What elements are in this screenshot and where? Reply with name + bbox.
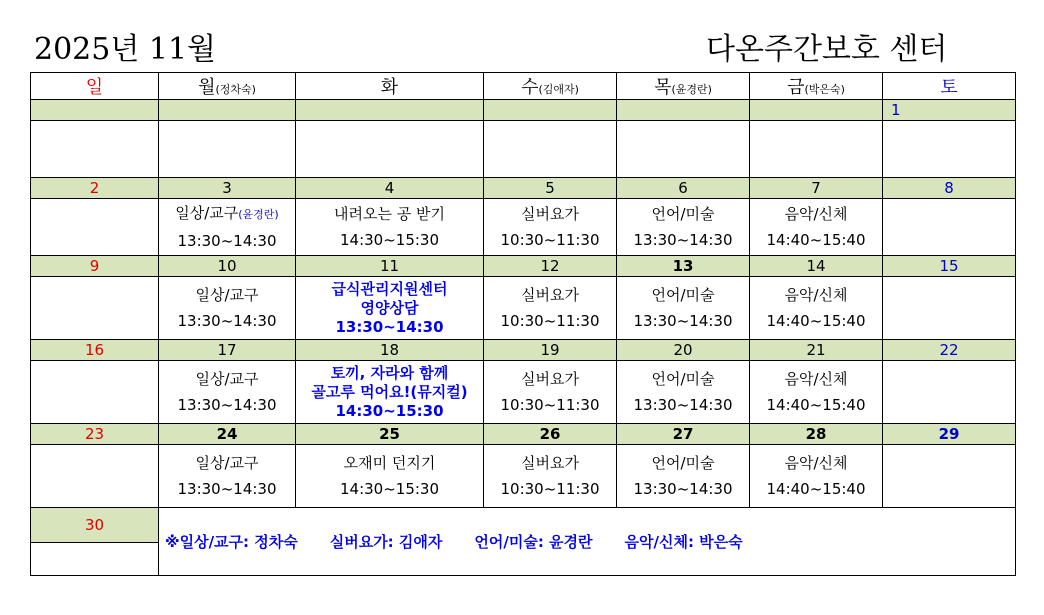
activity-cell: [617, 121, 750, 178]
activity-cell: [883, 121, 1016, 178]
activity-cell: [31, 121, 159, 178]
activity-cell: [31, 277, 159, 340]
activity-row: [31, 121, 1016, 178]
date-cell: 21: [750, 340, 883, 361]
date-cell: [617, 100, 750, 121]
date-cell: 5: [484, 178, 617, 199]
activity-cell: [883, 199, 1016, 256]
date-cell: 16: [31, 340, 159, 361]
date-cell: 28: [750, 424, 883, 445]
date-cell: 25: [296, 424, 484, 445]
activity-cell: 언어/미술 13:30~14:30: [617, 445, 750, 508]
date-cell: 3: [159, 178, 296, 199]
date-cell: 13: [617, 256, 750, 277]
date-cell: 1: [883, 100, 1016, 121]
activity-cell: [31, 361, 159, 424]
date-cell: 2: [31, 178, 159, 199]
weekday-thu: 목(윤경란): [617, 73, 750, 100]
weekday-header-row: [31, 73, 1016, 100]
activity-cell: 토끼, 자라와 함께 골고루 먹어요!(뮤지컬) 14:30~15:30: [296, 361, 484, 424]
center-name: 다온주간보호 센터: [706, 32, 948, 67]
date-cell: [750, 100, 883, 121]
weekday-tue: 화: [296, 73, 484, 100]
date-row: [31, 178, 1016, 199]
date-cell: 6: [617, 178, 750, 199]
date-cell: 29: [883, 424, 1016, 445]
activity-cell: 급식관리지원센터 영양상담 13:30~14:30: [296, 277, 484, 340]
date-cell: 9: [31, 256, 159, 277]
activity-cell: 음악/신체 14:40~15:40: [750, 199, 883, 256]
activity-cell: [484, 121, 617, 178]
date-cell: 23: [31, 424, 159, 445]
date-cell: 10: [159, 256, 296, 277]
date-cell: 7: [750, 178, 883, 199]
date-cell: 12: [484, 256, 617, 277]
activity-cell: 일상/교구 13:30~14:30: [159, 277, 296, 340]
activity-cell: [883, 445, 1016, 508]
date-cell: 22: [883, 340, 1016, 361]
date-row: [31, 100, 1016, 121]
date-cell: [31, 100, 159, 121]
activity-cell: [31, 199, 159, 256]
weekday-fri: 금(박은숙): [750, 73, 883, 100]
activity-cell: [883, 277, 1016, 340]
date-cell: 4: [296, 178, 484, 199]
weekday-sun: 일: [31, 73, 159, 100]
date-cell: 26: [484, 424, 617, 445]
activity-row: [31, 445, 1016, 508]
activity-cell: 언어/미술 13:30~14:30: [617, 361, 750, 424]
activity-cell: [296, 121, 484, 178]
date-cell: [159, 100, 296, 121]
date-cell: 24: [159, 424, 296, 445]
activity-cell: 실버요가 10:30~11:30: [484, 445, 617, 508]
date-row: [31, 424, 1016, 445]
date-cell: 27: [617, 424, 750, 445]
activity-cell: 음악/신체 14:40~15:40: [750, 277, 883, 340]
instructor-note: ※일상/교구: 정차숙 실버요가: 김애자 언어/미술: 윤경란 음악/신체: 박은숙: [159, 508, 1016, 576]
activity-row: [31, 199, 1016, 256]
activity-cell: 음악/신체 14:40~15:40: [750, 445, 883, 508]
date-row: [31, 340, 1016, 361]
month-title: 2025년 11월: [34, 32, 217, 67]
date-cell: 19: [484, 340, 617, 361]
date-row: [31, 256, 1016, 277]
activity-row: [31, 361, 1016, 424]
activity-cell: 실버요가 10:30~11:30: [484, 277, 617, 340]
activity-cell: [31, 445, 159, 508]
date-cell: [484, 100, 617, 121]
date-cell: 11: [296, 256, 484, 277]
weekday-mon: 월(정차숙): [159, 73, 296, 100]
activity-cell: [883, 361, 1016, 424]
activity-cell: 음악/신체 14:40~15:40: [750, 361, 883, 424]
weekday-sat: 토: [883, 73, 1016, 100]
activity-cell: 실버요가 10:30~11:30: [484, 199, 617, 256]
date-cell: 30: [31, 508, 159, 543]
activity-cell: 언어/미술 13:30~14:30: [617, 199, 750, 256]
date-cell: 17: [159, 340, 296, 361]
date-cell: 14: [750, 256, 883, 277]
activity-cell: 내려오는 공 받기 14:30~15:30: [296, 199, 484, 256]
activity-cell: 오재미 던지기 14:30~15:30: [296, 445, 484, 508]
activity-cell: 일상/교구 13:30~14:30: [159, 445, 296, 508]
activity-cell: [750, 121, 883, 178]
last-week-row: [31, 508, 1016, 543]
schedule-table: [30, 72, 1016, 576]
activity-cell: [159, 121, 296, 178]
date-cell: 18: [296, 340, 484, 361]
activity-cell: 일상/교구 13:30~14:30: [159, 361, 296, 424]
date-cell: 20: [617, 340, 750, 361]
activity-row: [31, 277, 1016, 340]
activity-cell: 실버요가 10:30~11:30: [484, 361, 617, 424]
date-cell: 15: [883, 256, 1016, 277]
activity-cell: 언어/미술 13:30~14:30: [617, 277, 750, 340]
activity-cell: 일상/교구(윤경란) 13:30~14:30: [159, 199, 296, 256]
weekday-wed: 수(김애자): [484, 73, 617, 100]
activity-cell: [31, 543, 159, 576]
date-cell: [296, 100, 484, 121]
date-cell: 8: [883, 178, 1016, 199]
